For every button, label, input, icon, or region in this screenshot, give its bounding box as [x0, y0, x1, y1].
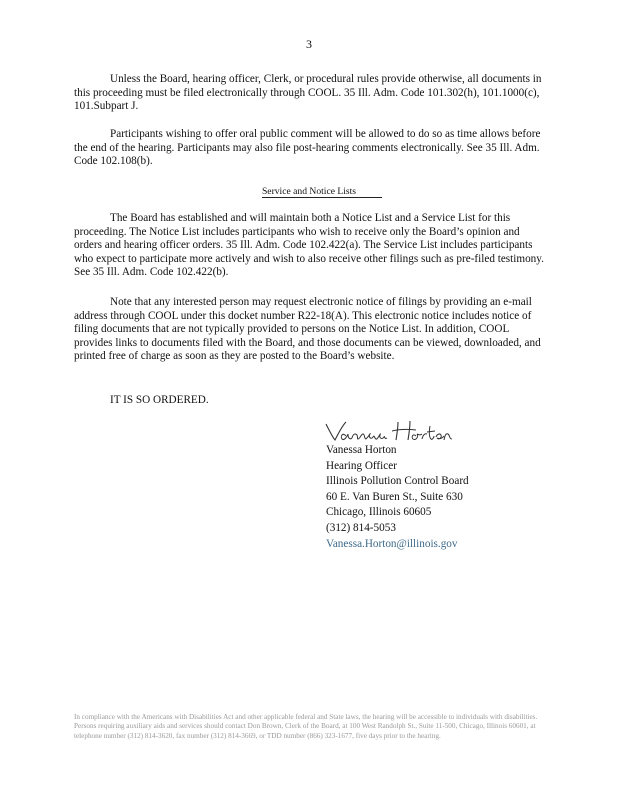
- signer-address-line2: Chicago, Illinois 60605: [326, 506, 432, 519]
- paragraph-electronic-filing: Unless the Board, hearing officer, Clerk, or procedural rules provide otherwise, all documents in this proceeding must be filed electronically through COOL. 35 Ill. Adm. Code 101.302(h), 101.1000(c), 101.Subpart J.: [74, 73, 542, 113]
- accessibility-footer: In compliance with the Americans with Disabilities Act and other applicable federal and State laws, the hearing will be accessible to individuals with disabilities. Persons requiring auxiliary aids and services should contact Don Brown, Clerk of the Board, at 100 West Randolph St., Suite 11-500, Chicago, Illinois 60601, at telephone number (312) 814-3620, fax number (312) 814-3669, or TDD number (866) 323-1677, five days prior to the hearing.: [74, 713, 538, 740]
- signer-title: Hearing Officer: [326, 459, 397, 472]
- section-heading-text: Service and Notice Lists: [262, 186, 382, 198]
- signer-name: Vanessa Horton: [326, 444, 397, 456]
- signature-drawing: [324, 418, 454, 446]
- signer-phone: (312) 814-5053: [326, 521, 396, 534]
- page-number: 3: [306, 37, 312, 51]
- paragraph-electronic-notice: Note that any interested person may request electronic notice of filings by providing an e-mail address through COOL under this docket number R22-18(A). This electronic notice includes notice of filing documents that are not typically provided to persons on the Notice List. In addition, COOL provides links to documents filed with the Board, and those documents can be viewed, downloaded, and printed free of charge as soon as they are posted to the Board’s website.: [74, 296, 541, 363]
- signature-block: [326, 443, 469, 552]
- section-heading: [0, 186, 618, 198]
- signer-organization: Illinois Pollution Control Board: [326, 475, 469, 488]
- signer-address-line1: 60 E. Van Buren St., Suite 630: [326, 490, 463, 503]
- paragraph-notice-service-lists: The Board has established and will maintain both a Notice List and a Service List for this proceeding. The Notice List includes participants who wish to receive only the Board’s opinion and orders and hearing officer orders. 35 Ill. Adm. Code 102.422(a). The Service List includes participants who expect to participate more actively and wish to also receive other filings such as pre-filed testimony. See 35 Ill. Adm. Code 102.422(b).: [74, 212, 544, 279]
- closing-order: IT IS SO ORDERED.: [110, 394, 209, 406]
- signer-email-link[interactable]: Vanessa.Horton@illinois.gov: [326, 537, 458, 550]
- paragraph-public-comment: Participants wishing to offer oral public comment will be allowed to do so as time allows before the end of the hearing. Participants may also file post-hearing comments electronically. See 35 Ill. Adm. Code 102.108(b).: [74, 128, 541, 168]
